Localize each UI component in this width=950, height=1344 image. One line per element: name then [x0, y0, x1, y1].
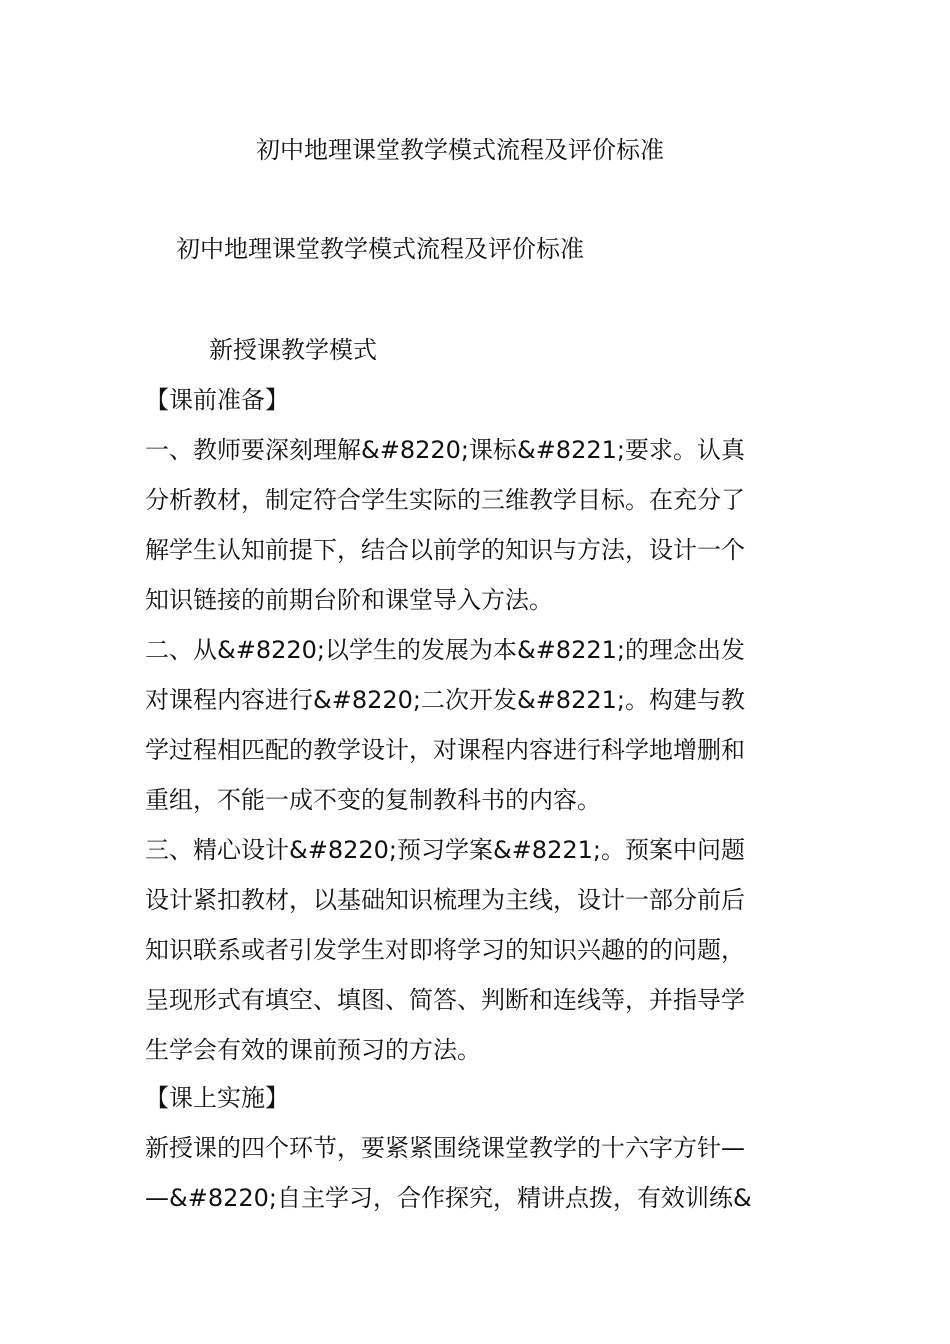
- document-title: 初中地理课堂教学模式流程及评价标准: [256, 136, 664, 164]
- body-line: 分析教材，制定符合学生实际的三维教学目标。在充分了: [145, 486, 745, 514]
- body-line: —&#8220;自主学习，合作探究，精讲点拨，有效训练&: [145, 1184, 752, 1212]
- bracket-heading-pre-class: 【课前准备】: [145, 386, 289, 414]
- body-line: 一、教师要深刻理解&#8220;课标&#8221;要求。认真: [145, 436, 745, 464]
- body-line: 三、精心设计&#8220;预习学案&#8221;。预案中问题: [145, 836, 745, 864]
- body-line: 生学会有效的课前预习的方法。: [145, 1036, 481, 1064]
- body-line: 对课程内容进行&#8220;二次开发&#8221;。构建与教: [145, 686, 745, 714]
- body-line: 新授课的四个环节，要紧紧围绕课堂教学的十六字方针—: [145, 1134, 745, 1162]
- body-line: 学过程相匹配的教学设计，对课程内容进行科学地增删和: [145, 736, 745, 764]
- body-line: 设计紧扣教材，以基础知识梳理为主线，设计一部分前后: [145, 886, 745, 914]
- body-line: 解学生认知前提下，结合以前学的知识与方法，设计一个: [145, 536, 745, 564]
- body-line: 呈现形式有填空、填图、简答、判断和连线等，并指导学: [145, 986, 745, 1014]
- body-line: 知识联系或者引发学生对即将学习的知识兴趣的的问题，: [145, 936, 745, 964]
- body-line: 重组，不能一成不变的复制教科书的内容。: [145, 786, 601, 814]
- document-subtitle: 初中地理课堂教学模式流程及评价标准: [176, 235, 584, 263]
- body-line: 知识链接的前期台阶和课堂导入方法。: [145, 586, 553, 614]
- bracket-heading-in-class: 【课上实施】: [145, 1084, 289, 1112]
- body-line: 二、从&#8220;以学生的发展为本&#8221;的理念出发: [145, 636, 745, 664]
- section-heading: 新授课教学模式: [209, 336, 377, 364]
